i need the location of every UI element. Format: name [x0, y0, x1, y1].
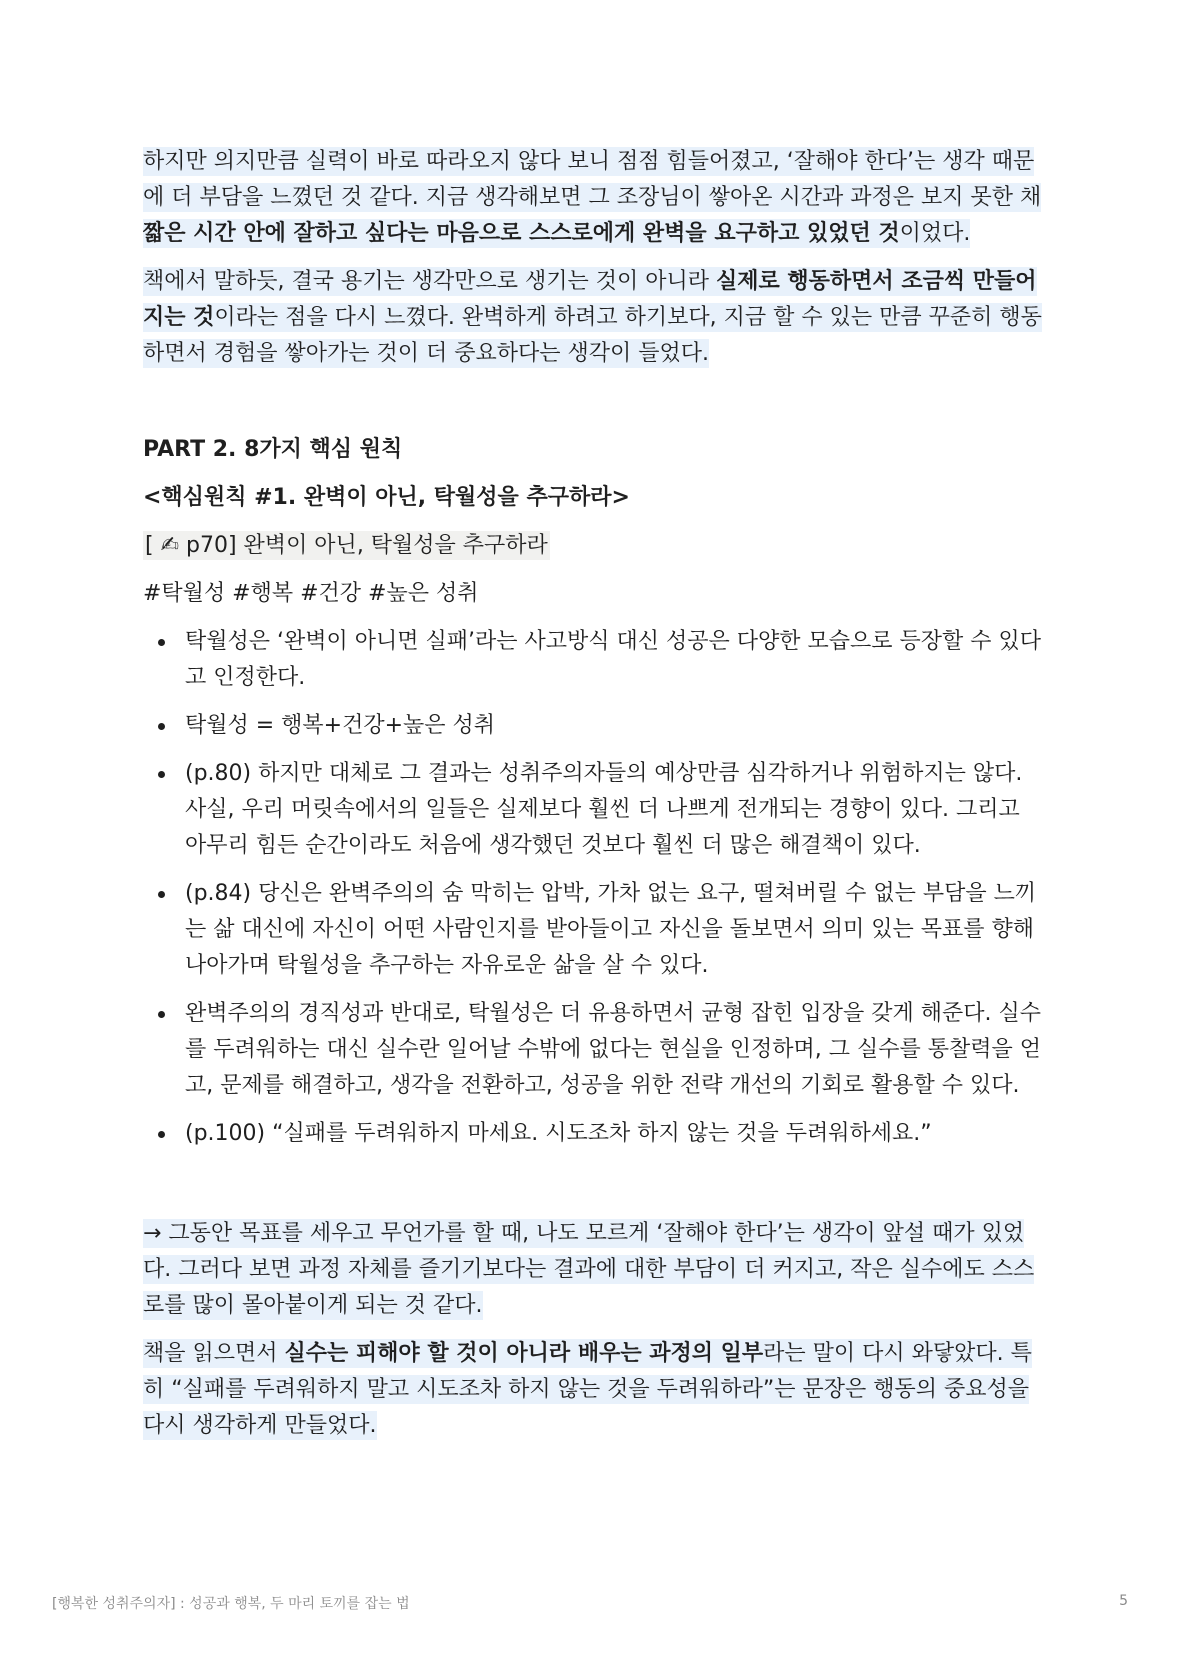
reflection-p2-bold: 실수는 피해야 할 것이 아니라 배우는 과정의 일부 — [284, 1341, 764, 1366]
hashtags: #탁월성 #행복 #건강 #높은 성취 — [143, 581, 479, 606]
part-heading: PART 2. 8가지 핵심 원칙 — [143, 437, 403, 462]
intro-p1-text-a: 하지만 의지만큼 실력이 바로 따라오지 않다 보니 점점 힘들어졌고, ‘잘해야 한다’는 생각 때문에 더 부담을 느꼈던 것 같다. 지금 생각해보면 그 조장님이 쌓아온 시간과 과정은 보지 못한 채 — [143, 149, 1042, 210]
principle-bullet-list — [143, 624, 1043, 1152]
page-number: 5 — [1119, 1593, 1128, 1609]
intro-paragraph-2 — [143, 264, 1043, 372]
principle-heading: <핵심원칙 #1. 완벽이 아닌, 탁월성을 추구하라> — [143, 485, 630, 510]
intro-p1-bold: 짧은 시간 안에 잘하고 싶다는 마음으로 스스로에게 완벽을 요구하고 있었던 것 — [143, 221, 900, 246]
list-item: (p.80) 하지만 대체로 그 결과는 성취주의자들의 예상만큼 심각하거나 위험하지는 않다. 사실, 우리 머릿속에서의 일들은 실제보다 훨씬 더 나쁘게 전개되는 경향이 있다. 그리고 아무리 힘든 순간이라도 처음에 생각했던 것보다 훨씬 더 많은 해결책이 있다. — [185, 756, 1043, 864]
list-item: (p.100) “실패를 두려워하지 마세요. 시도조차 하지 않는 것을 두려워하세요.” — [185, 1116, 1043, 1152]
document-body — [143, 144, 1043, 1456]
intro-p2-text-b: 이라는 점을 다시 느꼈다. 완벽하게 하려고 하기보다, 지금 할 수 있는 만큼 꾸준히 행동하면서 경험을 쌓아가는 것이 더 중요하다는 생각이 들었다. — [143, 305, 1042, 366]
reflection-p2-text-a: 책을 읽으면서 — [143, 1341, 285, 1366]
reference-text: p70] 완벽이 아닌, 탁월성을 추구하라 — [179, 533, 548, 558]
reflection-p1-text: → 그동안 목표를 세우고 무언가를 할 때, 나도 모르게 ‘잘해야 한다’는 생각이 앞설 때가 있었다. 그러다 보면 과정 자체를 즐기기보다는 결과에 대한 부담이 더 커지고, 작은 실수에도 스스로를 많이 몰아붙이게 되는 것 같다. — [143, 1221, 1035, 1318]
intro-p2-bold: 실제로 행동하면서 조금씩 만들어지는 것 — [143, 269, 1037, 330]
intro-paragraph-1 — [143, 144, 1043, 252]
list-item: 탁월성은 ‘완벽이 아니면 실패’라는 사고방식 대신 성공은 다양한 모습으로 등장할 수 있다고 인정한다. — [185, 624, 1043, 696]
list-item: (p.84) 당신은 완벽주의의 숨 막히는 압박, 가차 없는 요구, 떨쳐버릴 수 없는 부담을 느끼는 삶 대신에 자신이 어떤 사람인지를 받아들이고 자신을 돌보면서 의미 있는 목표를 향해 나아가며 탁월성을 추구하는 자유로운 삶을 살 수 있다. — [185, 876, 1043, 984]
writing-hand-icon: ✍ — [160, 533, 180, 558]
footer-title: [행복한 성취주의자] : 성공과 행복, 두 마리 토끼를 잡는 법 — [52, 1596, 410, 1612]
reflection-paragraph-2 — [143, 1336, 1043, 1444]
reflection-section — [143, 1216, 1043, 1444]
intro-p1-text-b: 이었다. — [899, 221, 971, 246]
intro-p2-text-a: 책에서 말하듯, 결국 용기는 생각만으로 생기는 것이 아니라 — [143, 269, 716, 294]
reference-open-bracket: [ — [145, 533, 154, 558]
reflection-p2-text-b: 라는 말이 다시 와닿았다. 특히 “실패를 두려워하지 말고 시도조차 하지 않는 것을 두려워하라”는 문장은 행동의 중요성을 다시 생각하게 만들었다. — [143, 1341, 1032, 1438]
page-reference — [143, 528, 1043, 564]
reflection-paragraph-1 — [143, 1216, 1043, 1324]
list-item: 완벽주의의 경직성과 반대로, 탁월성은 더 유용하면서 균형 잡힌 입장을 갖게 해준다. 실수를 두려워하는 대신 실수란 일어날 수밖에 없다는 현실을 인정하며, 그 실수를 통찰력을 얻고, 문제를 해결하고, 생각을 전환하고, 성공을 위한 전략 개선의 기회로 활용할 수 있다. — [185, 996, 1043, 1104]
list-item: 탁월성 = 행복+건강+높은 성취 — [185, 708, 1043, 744]
